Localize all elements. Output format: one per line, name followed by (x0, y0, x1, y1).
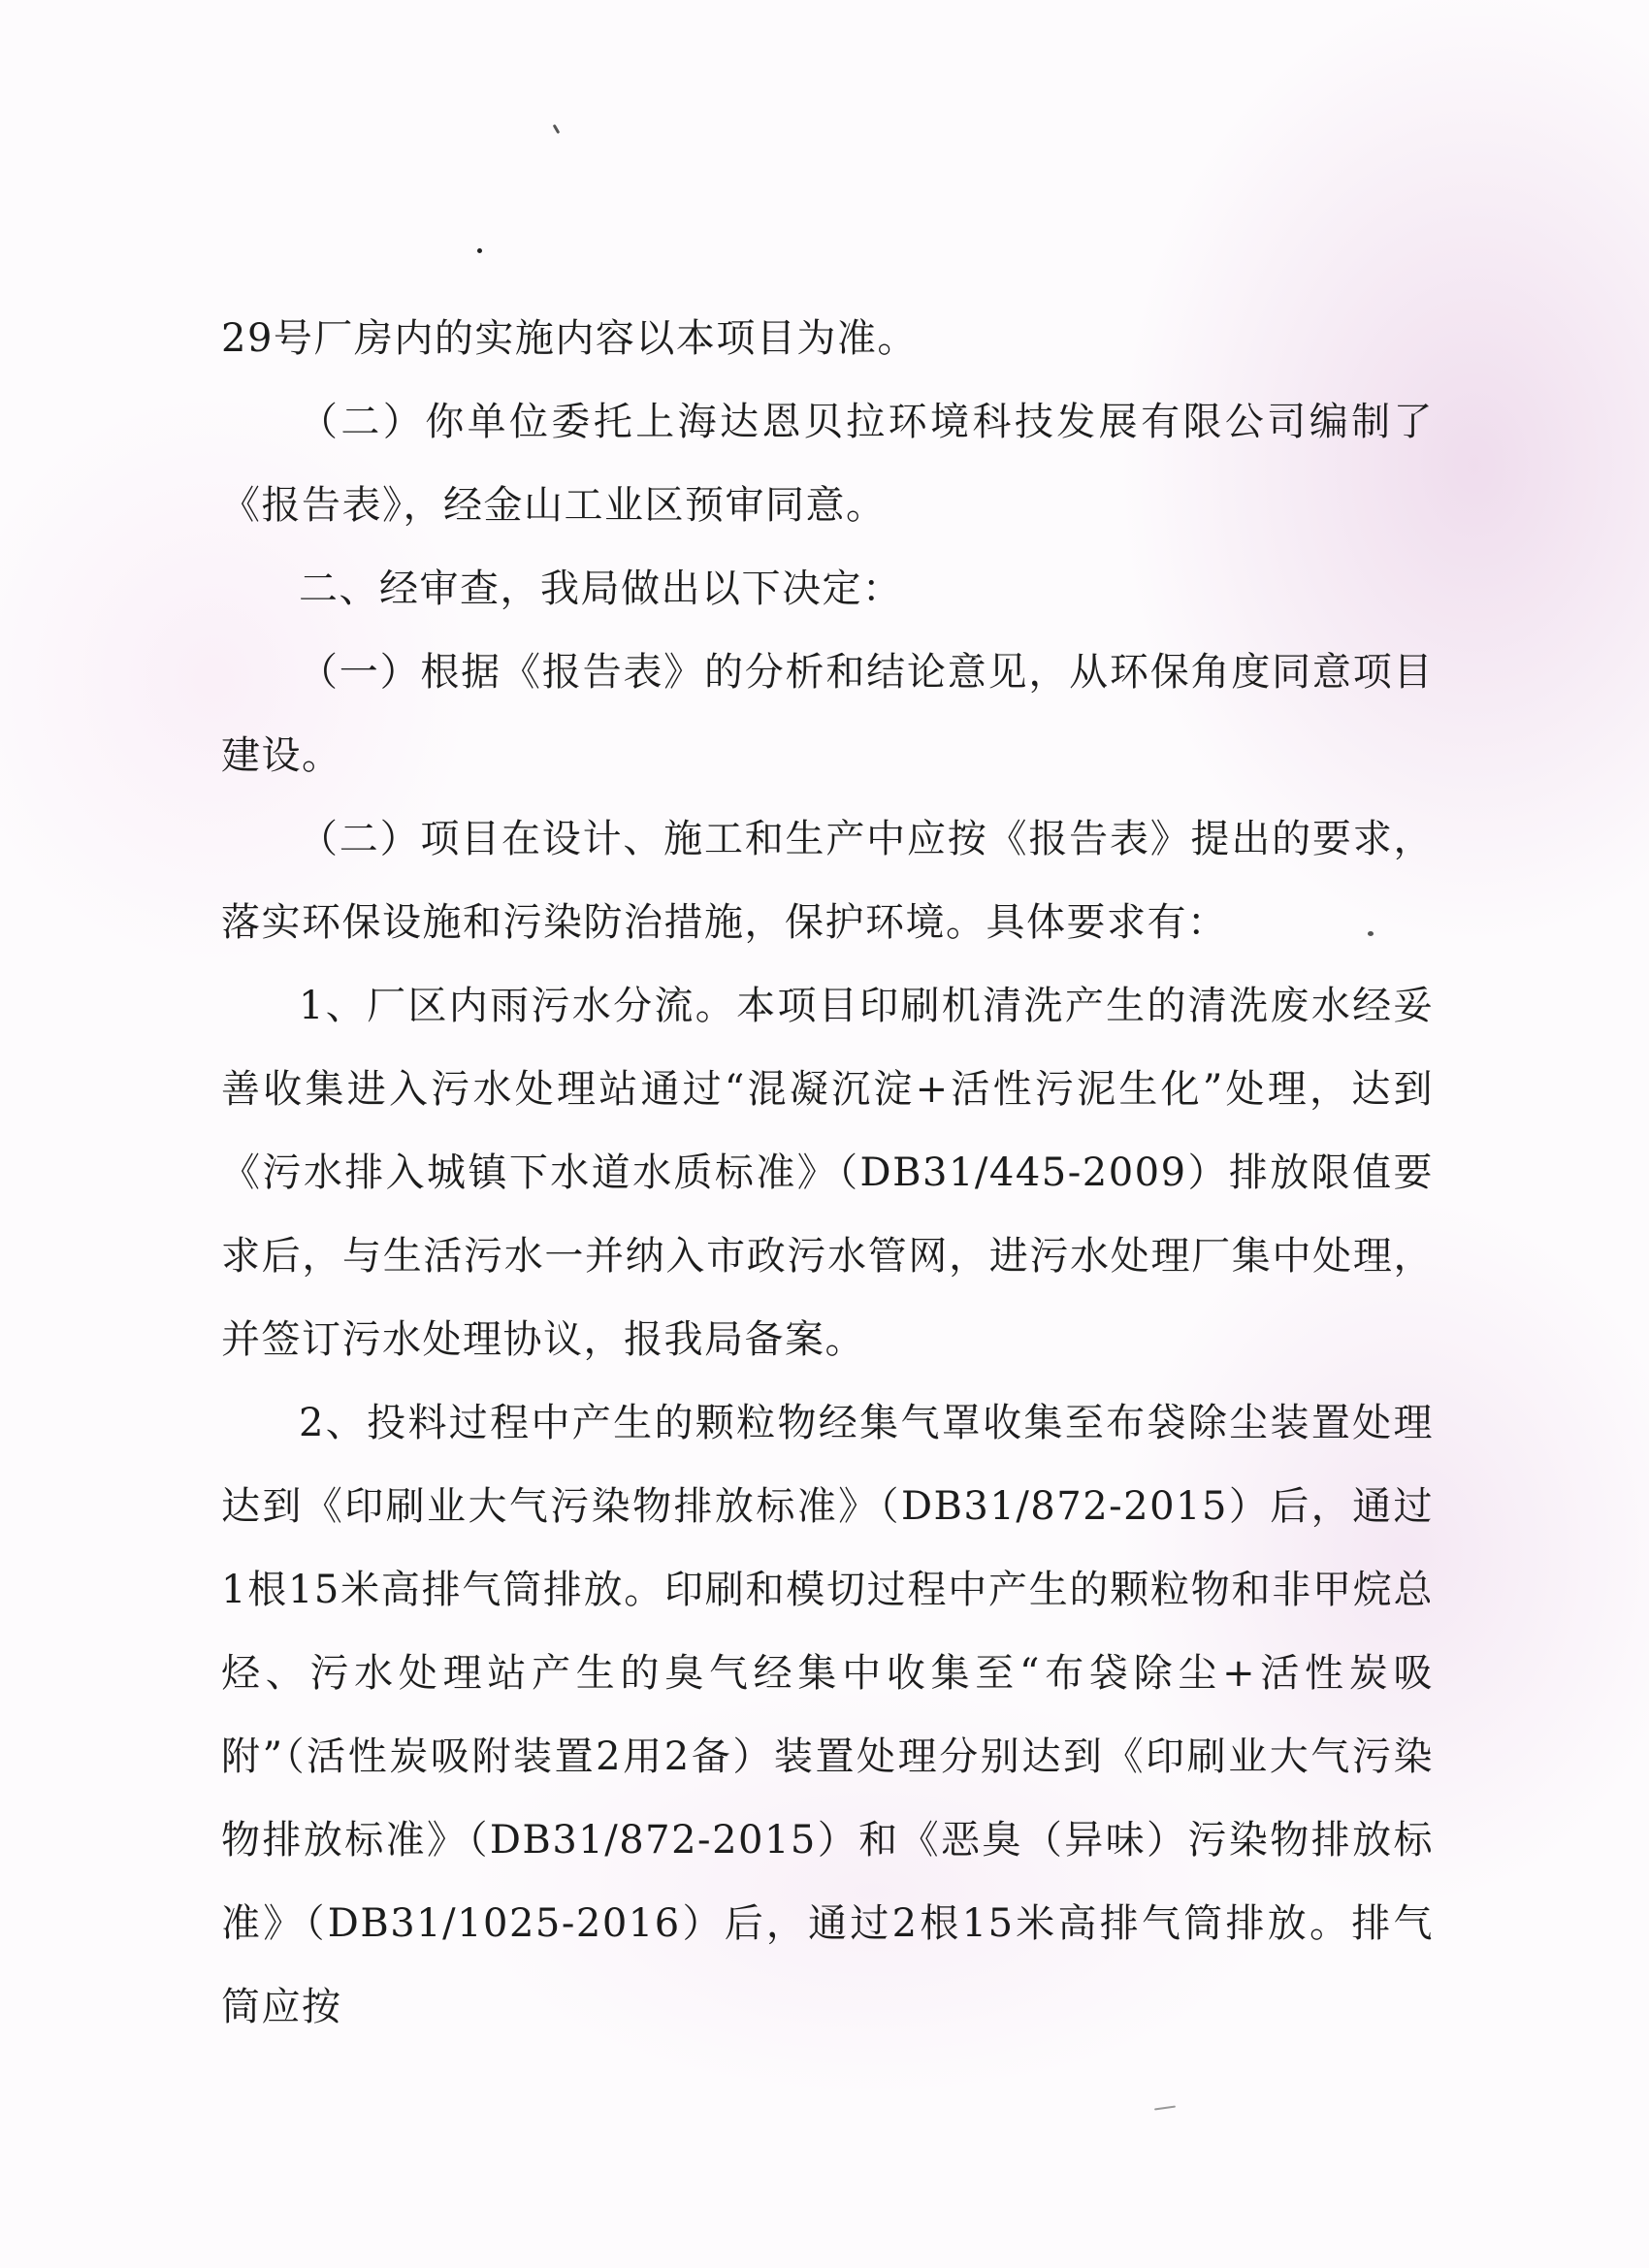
paragraph-item-1-wastewater: 1、厂区内雨污水分流。本项目印刷机清洗产生的清洗废水经妥善收集进入污水处理站通过“混凝沉淀+活性污泥生化”处理，达到《污水排入城镇下水道水质标准》（DB31/445-2009）排放限值要求后，与生活污水一并纳入市政污水管网，进污水处理厂集中处理，并签订污水处理协议，报我局备案。 (221, 984, 1434, 1362)
paragraph-item-2-exhaust: 2、投料过程中产生的颗粒物经集气罩收集至布袋除尘装置处理达到《印刷业大气污染物排放标准》（DB31/872-2015）后，通过1根15米高排气筒排放。印刷和模切过程中产生的颗粒物和非甲烷总烃、污水处理站产生的臭气经集中收集至“布袋除尘+活性炭吸附”（活性炭吸附装置2用2备）装置处理分别达到《印刷业大气污染物排放标准》（DB31/872-2015）和《恶臭（异味）污染物排放标准》（DB31/1025-2016）后，通过2根15米高排气筒排放。排气筒应按 (221, 1401, 1434, 2029)
paragraph-requirements-intro: （二）项目在设计、施工和生产中应按《报告表》提出的要求，落实环保设施和污染防治措施，保护环境。具体要求有： (221, 817, 1434, 945)
paragraph-entrusted-report: （二）你单位委托上海达恩贝拉环境科技发展有限公司编制了《报告表》，经金山工业区预审同意。 (221, 400, 1434, 528)
paragraph-approval: （一）根据《报告表》的分析和结论意见，从环保角度同意项目建设。 (221, 650, 1434, 778)
ink-dot (477, 248, 482, 253)
scan-speck (1154, 2105, 1176, 2110)
scan-speck (553, 124, 561, 134)
document-body (221, 297, 1434, 2049)
section-heading-decision: 二、经审查，我局做出以下决定： (299, 567, 903, 611)
paragraph-continuation: 29号厂房内的实施内容以本项目为准。 (221, 316, 918, 361)
